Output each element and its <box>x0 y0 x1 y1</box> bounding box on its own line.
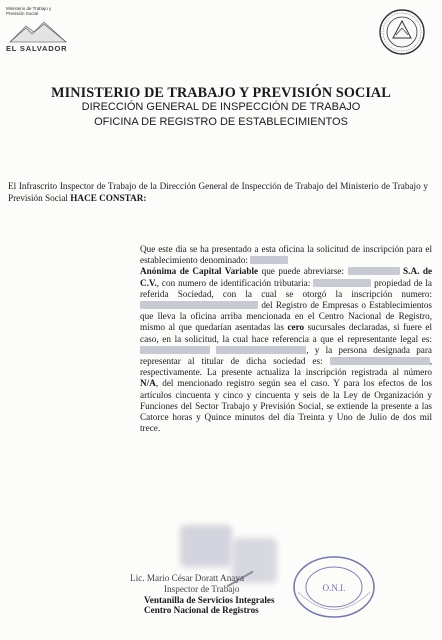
cero-label: cero <box>287 322 305 333</box>
abbreviation: S.A. de C.V. <box>140 266 433 288</box>
body-p5: del Registro de Empresas o Establecimientos que lleva la oficina arriba mencionada en el Centro Nacional de Registro, mismo al que quedarían asentadas las <box>140 300 433 333</box>
office-line-2: Centro Nacional de Registros <box>144 605 259 616</box>
ministry-small-label: Ministerio de Trabajo y Previsión Social <box>6 6 52 16</box>
body-paragraph <box>140 244 432 434</box>
body-p8: , respectivamente. La presente actualiza la inscripción registrada al número <box>140 356 433 378</box>
body-p6: sucursales declaradas, si fuere el caso, en la solicitud, la cual hace referencia a que el representante legal es: <box>140 322 432 344</box>
official-stamp-icon <box>288 552 380 622</box>
body-p7: , y la persona designada para representar al titular de dicha sociedad es: <box>140 344 433 367</box>
office-subtitle: OFICINA DE REGISTRO DE ESTABLECIMIENTOS <box>94 116 348 128</box>
redaction <box>348 267 400 275</box>
intro-paragraph <box>8 180 428 204</box>
direction-subtitle: DIRECCIÓN GENERAL DE INSPECCIÓN DE TRABAJO <box>81 101 361 113</box>
redaction <box>140 346 210 354</box>
stamp-label: O.N.I. <box>322 583 346 593</box>
company-type: Anónima de Capital Variable <box>140 266 259 277</box>
national-seal-icon <box>378 8 426 56</box>
intro-text: El Infrascrito Inspector de Trabajo de la Dirección General de Inspección de Trabajo del Ministerio de Trabajo y Previsión Social <box>8 181 428 203</box>
body-p9: , del mencionado registro según sea el caso. Y para los efectos de los artículos cincuenta y cinco y cincuenta y seis de la Ley de Organización y Funciones del Sector Trabajo y Previsión Social, se extiende la presente a las Catorce horas y Quince minutos del día Treinta y Uno de Julio de dos mil trece. <box>140 378 432 434</box>
ministry-title: MINISTERIO DE TRABAJO Y PREVISIÓN SOCIAL <box>51 85 391 101</box>
redaction <box>330 357 430 365</box>
body-p4: propiedad de la referida Sociedad, con la cual se otorgó la inscripción numero: <box>140 277 433 299</box>
mountain-logo-icon <box>8 18 68 44</box>
na-label: N/A <box>140 378 156 389</box>
signature-redaction <box>180 525 232 567</box>
redaction <box>250 256 288 264</box>
redaction <box>216 346 306 354</box>
redaction <box>140 301 258 309</box>
body-p2: que puede abreviarse: <box>258 266 345 277</box>
office-line-1: Ventanilla de Servicios Integrales <box>144 594 275 605</box>
body-p3: , con numero de identificación tributaria: <box>156 277 311 288</box>
signatory-role: Inspector de Trabajo <box>164 583 240 594</box>
body-p1: Que este día se ha presentado a esta oficina la solicitud de inscripción para el establecimiento denominado: <box>140 244 432 266</box>
redaction <box>313 279 371 287</box>
country-label: EL SALVADOR <box>6 44 68 53</box>
signature-block <box>130 573 310 616</box>
intro-emphasis: HACE CONSTAR: <box>70 193 147 203</box>
signatory-name: Lic. Mario César Doratt Anaya <box>130 573 245 583</box>
